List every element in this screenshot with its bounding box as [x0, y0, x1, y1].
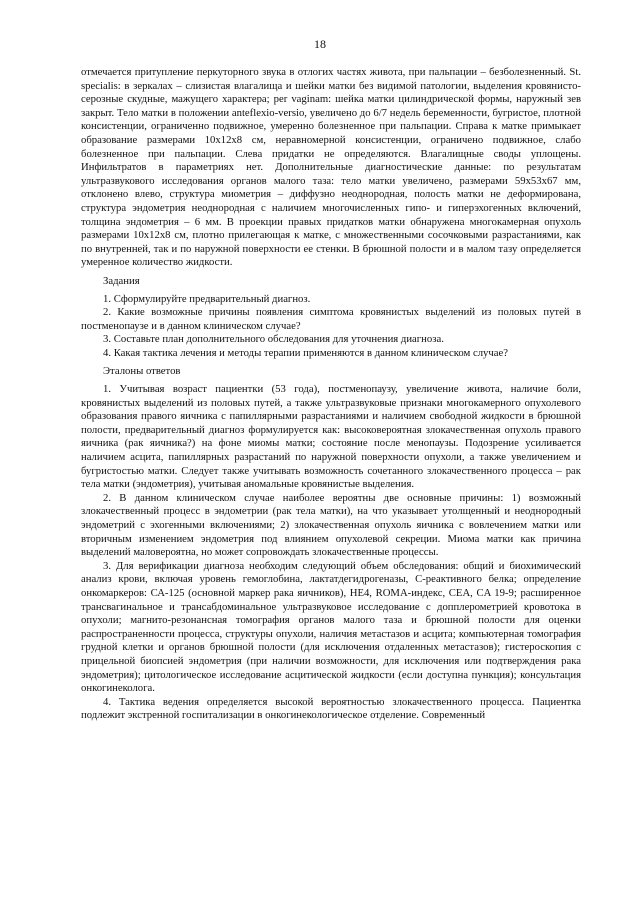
- task-item: 4. Какая тактика лечения и методы терапии применяются в данном клиническом случае?: [103, 346, 508, 359]
- page-content: [81, 66, 581, 723]
- answer-item: 2. В данном клиническом случае наиболее вероятны две основные причины: 1) возможный злокачественный процесс в эндометрии (рак тела матки), на что указывает утолщенный и неоднородный эндометрий с эхогенными включениями; 2) злокачественная опухоль яичника с вовлечением матки или вторичным изменением эндометрия под влиянием опухолевой секреции. Миома матки как причина выделений маловероятна, но может сопровождать злокачественные процессы.: [81, 491, 581, 559]
- tasks-heading: Задания: [103, 274, 140, 287]
- answer-item: 1. Учитывая возраст пациентки (53 года), постменопаузу, увеличение живота, наличие боли, кровянистых выделений из половых путей, а также ультразвуковые признаки многокамерного опухолевого образования правого яичника с папиллярными разрастаниями и наличием свободной жидкости в брюшной полости, предварительный диагноз формулируется как: высоковероятная злокачественная опухоль правого яичника (рак яичника?) на фоне миомы матки; состояние после менопаузы. Подозрение усиливается наличием асцита, папиллярных разрастаний по наружной поверхности опухоли, а также увеличением и бугристостью матки. Следует также учитывать возможность сочетанного злокачественного процесса – рак тела матки (эндометрия), учитывая аномальные кровянистые выделения.: [81, 383, 581, 491]
- page-number: 18: [314, 37, 326, 51]
- answer-item: 4. Тактика ведения определяется высокой вероятностью злокачественного процесса. Пациентка подлежит экстренной госпитализации в онкогинекологическое отделение. Современный: [81, 695, 581, 722]
- task-item: 1. Сформулируйте предварительный диагноз.: [103, 292, 311, 305]
- task-item: 3. Составьте план дополнительного обследования для уточнения диагноза.: [103, 333, 444, 346]
- answers-list: [81, 383, 581, 723]
- answers-heading: Эталоны ответов: [103, 365, 181, 378]
- tasks-list: [81, 293, 581, 361]
- task-item: 2. Какие возможные причины появления симптома кровянистых выделений из половых путей в постменопаузе и в данном клиническом случае?: [81, 306, 581, 332]
- case-description: отмечается притупление перкуторного звука в отлогих частях живота, при пальпации – безболезненный. St. specialis: в зеркалах – слизистая влагалища и шейки матки без видимой патологии, выделения кровянисто-серозные скудные, мажущего характера; per vaginam: шейка матки цилиндрической формы, наружный зев закрыт. Тело матки в положении anteflexio-versio, увеличено до 6/7 недель беременности, бугристое, плотной консистенции, ограниченно подвижное, умеренно болезненное при пальпации. Справа к матке примыкает образование размерами 10х12х8 см, неравномерной консистенции, ограничено подвижное, слабо болезненное при пальпации. Слева придатки не определяются. Влагалищные своды уплощены. Инфильтратов в параметриях нет. Дополнительные диагностические данные: по результатам ультразвукового исследования органов малого таза: тело матки увеличено, размерами 59х53х67 мм, отклонено влево, структура миометрия – диффузно неоднородная, полость матки не деформирована, структура эндометрия неоднородная с наличием многочисленных гипо- и гиперэхогенных включений, толщина эндометрия – 6 мм. В проекции правых придатков матки обнаружена многокамерная опухоль размерами 10х12х8 см, плотно прилегающая к матке, с множественными сосочковыми разрастаниями, как по внутренней, так и по наружной поверхности ее стенки. В брюшной полости и в малом тазу определяется умеренное количество жидкости.: [81, 66, 581, 269]
- answer-item: 3. Для верификации диагноза необходим следующий объем обследования: общий и биохимический анализ крови, включая уровень гемоглобина, лактатдегидрогеназы, С-реактивного белка; определение онкомаркеров: СА-125 (основной маркер рака яичников), НЕ4, ROMA-индекс, CEA, CA 19-9; расширенное трансвагинальное и трансабдоминальное ультразвуковое исследование с допплерометрией кровотока в опухоли; магнито-резонансная томография органов малого таза и брюшной полости для оценки распространенности процесса, структуры опухоли, наличия метастазов и асцита; компьютерная томография грудной клетки и органов брюшной полости (для исключения отдаленных метастазов); гистероскопия с прицельной биопсией эндометрия (при наличии возможности, для исключения или подтверждения рака эндометрия); цитологическое исследование асцитической жидкости (если доступна пункция); консультация онкогинеколога.: [81, 559, 581, 695]
